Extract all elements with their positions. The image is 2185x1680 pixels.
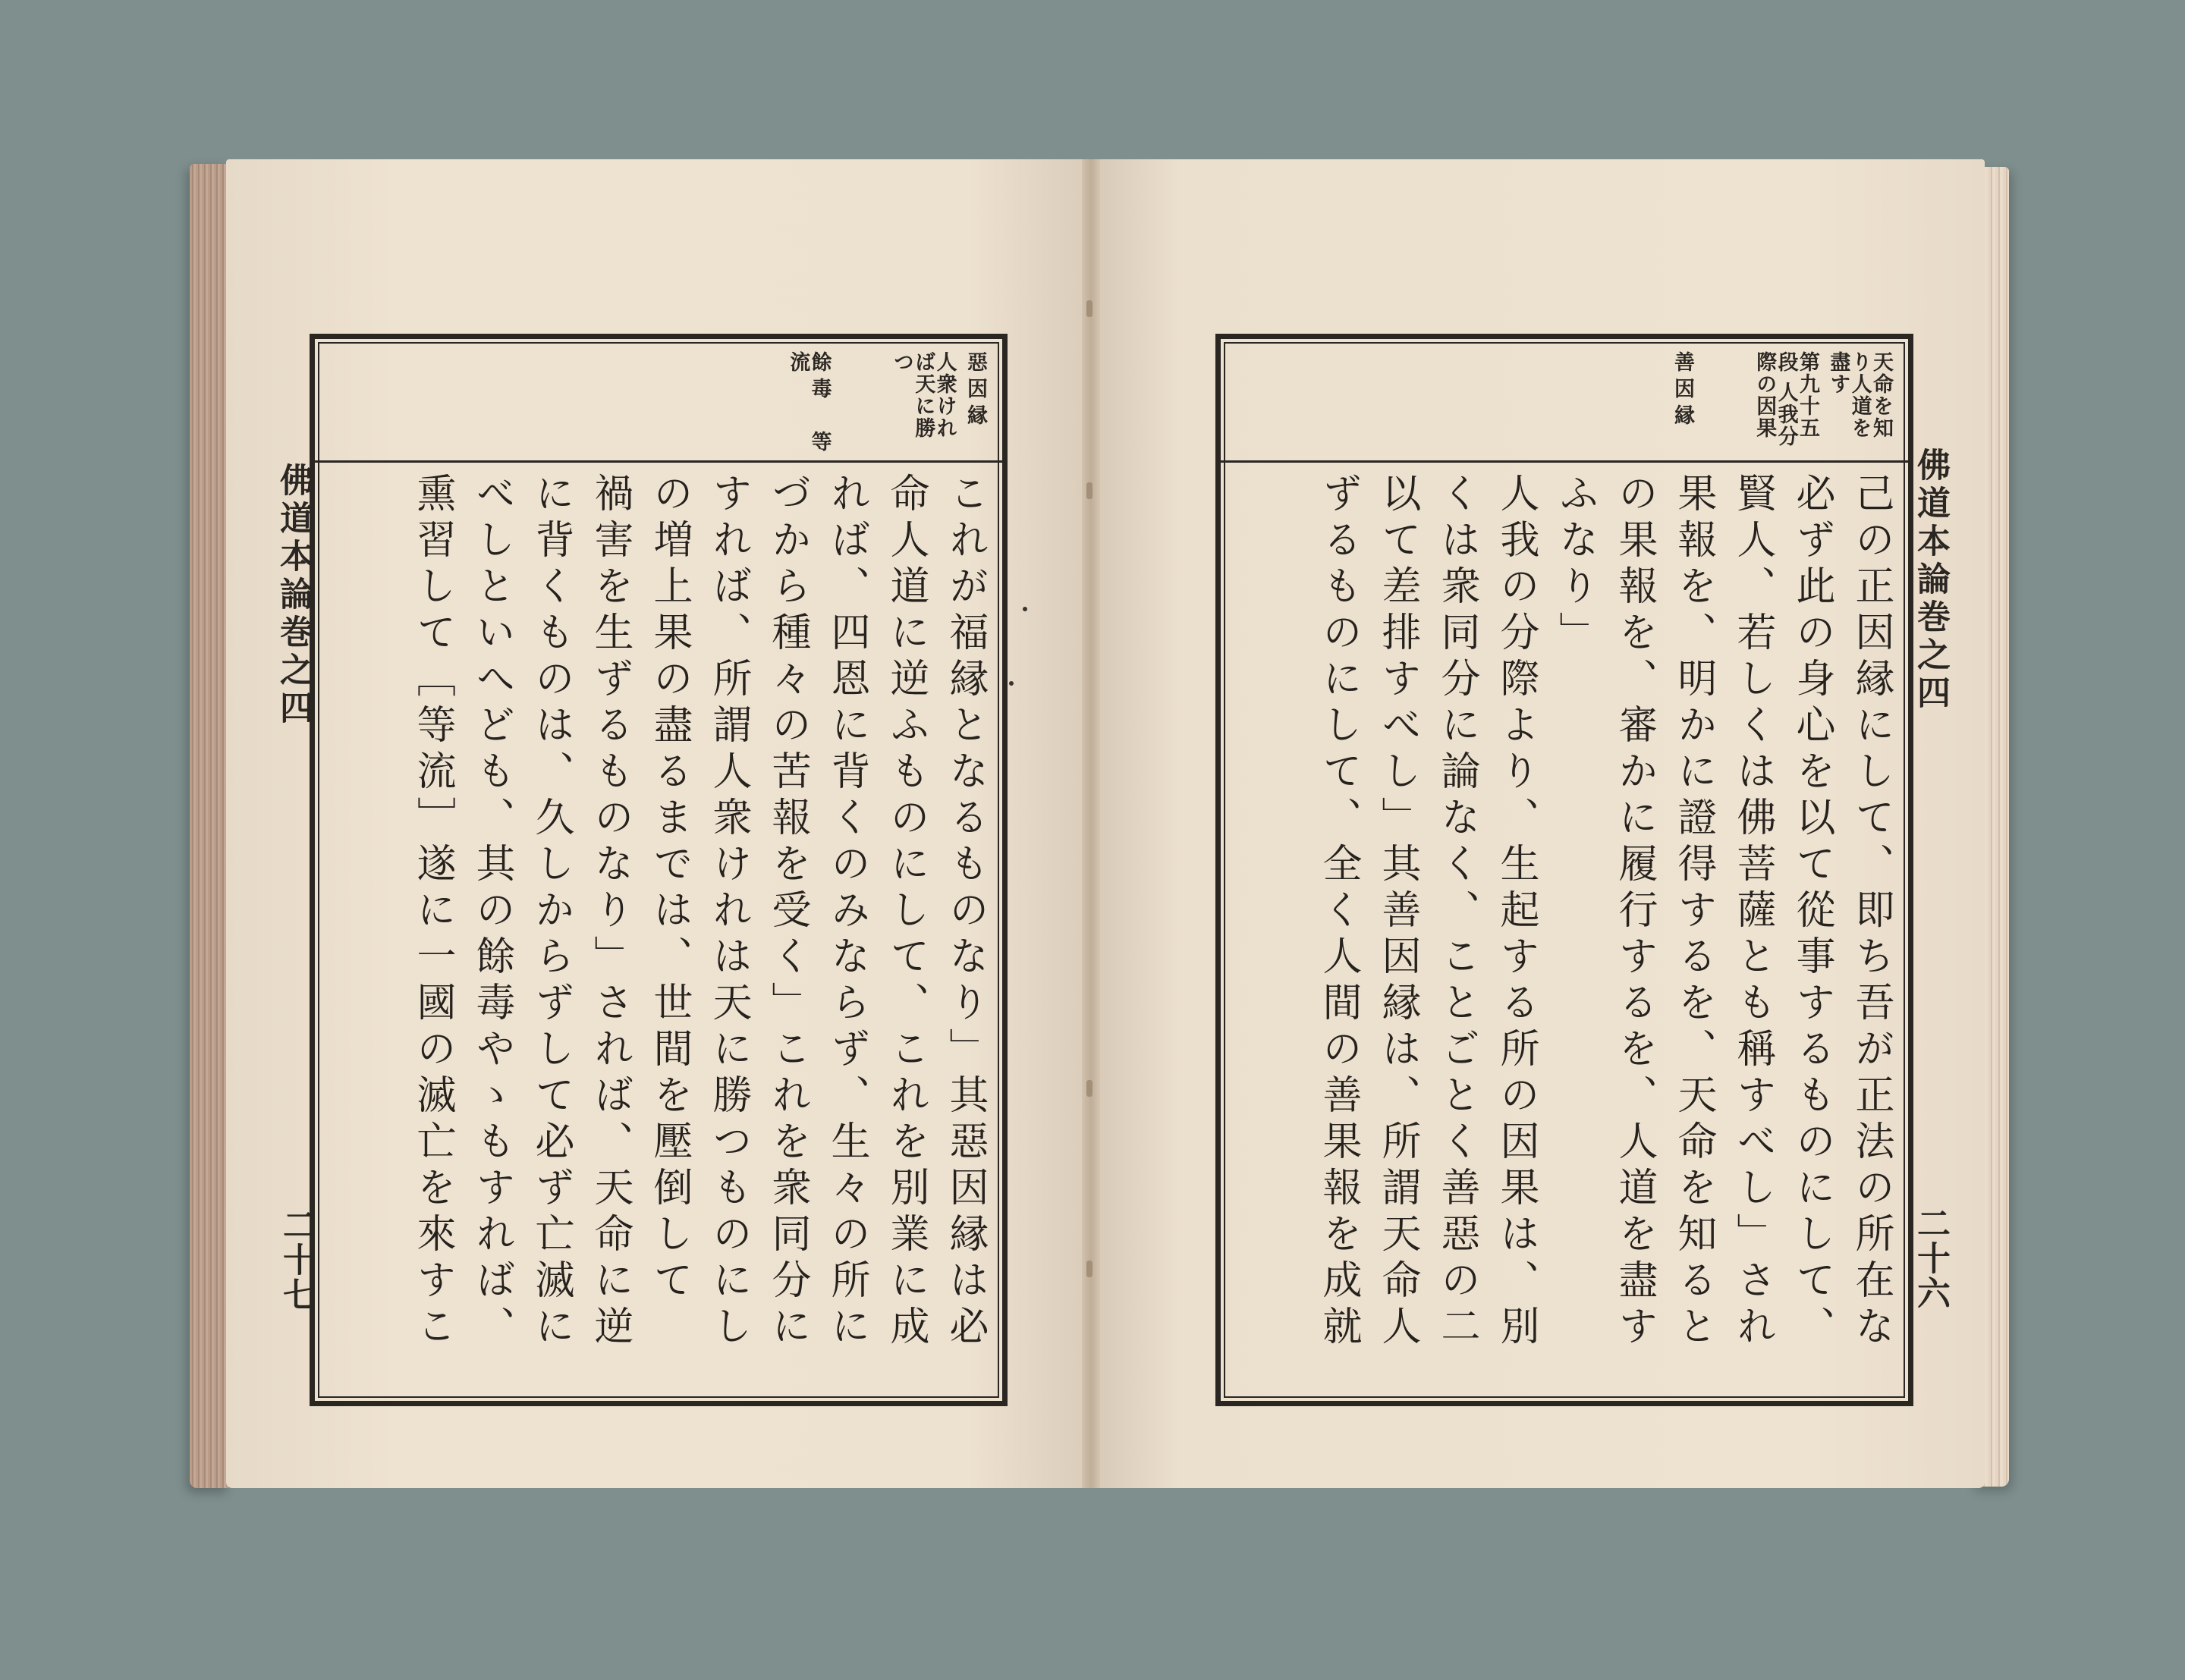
- text-column: の果報を、審かに履行するを、人道を盡す: [1611, 473, 1657, 1352]
- page-edges-left: [190, 164, 229, 1488]
- binding-stitch: [1086, 1080, 1092, 1097]
- text-column: 必ず此の身心を以て從事するものにして、: [1789, 473, 1834, 1352]
- body-text-right: [1239, 468, 1900, 1392]
- text-column: づから種々の苦報を受く」これを衆同分に: [765, 473, 810, 1352]
- text-column: 賢人、若しくは佛菩薩とも稱すべし」され: [1730, 473, 1775, 1352]
- text-column: れば、四恩に背くのみならず、生々の所に: [824, 473, 869, 1352]
- ink-speck: [1023, 607, 1027, 611]
- text-column: 己の正因縁にして、即ち吾が正法の所在な: [1848, 473, 1894, 1352]
- binding-stitch: [1086, 300, 1092, 317]
- text-column: 熏習して［等流］遂に一國の滅亡を來すこ: [410, 473, 455, 1352]
- folio-left: 二十七: [277, 1207, 316, 1312]
- header-note: 天命を知り人道を盡す: [1826, 351, 1893, 439]
- header-note: 善因縁: [1670, 351, 1694, 431]
- text-column: に背くものは、久しからずして必ず亡滅に: [528, 473, 574, 1352]
- header-divider: [315, 460, 1002, 463]
- ink-speck: [1009, 681, 1014, 686]
- running-head-right: 佛道本論巻之四: [1911, 447, 1950, 713]
- header-divider: [1221, 460, 1908, 463]
- binding-stitch: [1086, 482, 1092, 499]
- text-column: 人我の分際より、生起する所の因果は、別: [1493, 473, 1539, 1352]
- header-notes-left: [322, 347, 995, 457]
- header-notes-right: [1228, 347, 1900, 457]
- header-note: 人衆ければ天に勝つ: [889, 351, 957, 439]
- text-column: くは衆同分に論なく、ことごとく善惡の二: [1434, 473, 1479, 1352]
- text-column: の増上果の盡るまでは、世間を壓倒して: [646, 473, 692, 1305]
- folio-right: 二十六: [1911, 1206, 1950, 1311]
- header-note: 第九十五段 人我分際の因果: [1753, 351, 1819, 448]
- body-text-left: [333, 468, 995, 1392]
- text-column: 命人道に逆ふものにして、これを別業に成: [883, 473, 929, 1352]
- text-frame-left: [310, 334, 1008, 1406]
- header-note: 餘毒 等流: [786, 351, 832, 457]
- text-column: 禍害を生ずるものなり」されば、天命に逆: [587, 473, 633, 1352]
- binding-stitch: [1086, 1261, 1092, 1277]
- text-column: 以て差排すべし」其善因縁は、所謂天命人: [1375, 473, 1420, 1352]
- book-gutter: [1082, 159, 1100, 1488]
- running-head-left: 佛道本論巻之四: [274, 463, 313, 728]
- text-column: べしといへども、其の餘毒やゝもすれば、: [469, 473, 514, 1352]
- text-column: すれば、所謂人衆けれは天に勝つものにし: [706, 473, 751, 1352]
- text-column: ふなり」: [1552, 473, 1598, 658]
- text-column: ずるものにして、全く人間の善果報を成就: [1316, 473, 1361, 1352]
- header-note: 惡因縁: [964, 351, 987, 431]
- text-frame-right: [1215, 334, 1913, 1406]
- text-column: これが福縁となるものなり」其惡因縁は必: [942, 473, 988, 1352]
- text-column: 果報を、明かに證得するを、天命を知ると: [1671, 473, 1716, 1352]
